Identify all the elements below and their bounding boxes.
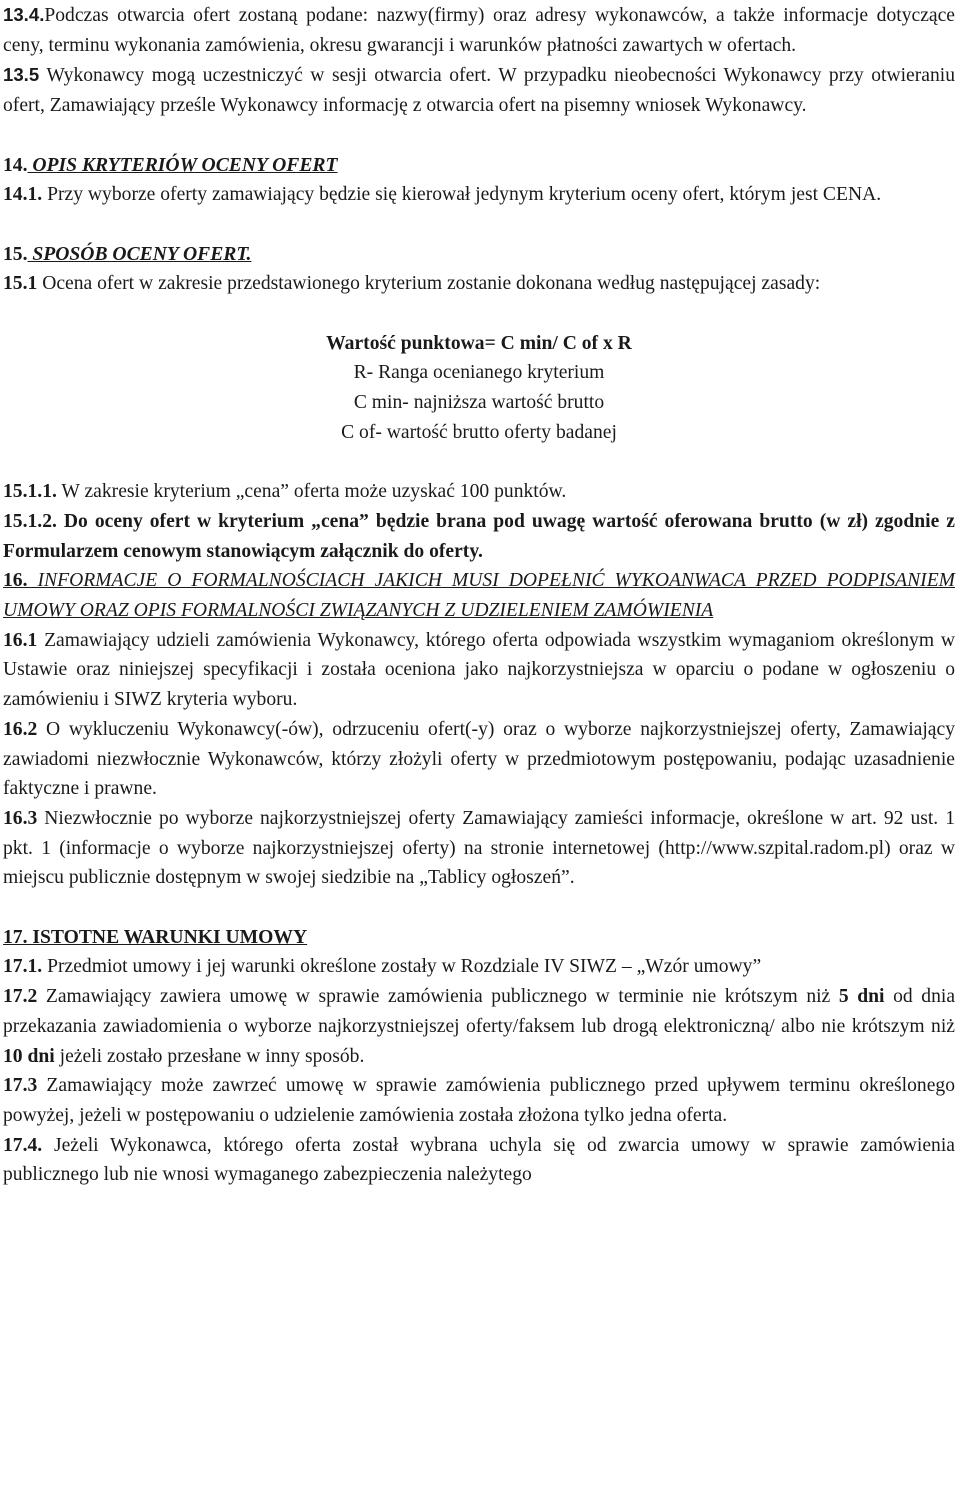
formula-line: C of- wartość brutto oferty badanej <box>341 421 617 443</box>
section-16-3 <box>3 804 955 893</box>
section-number: 15.1.2. <box>3 510 57 532</box>
heading-16 <box>3 566 955 625</box>
section-text: Niezwłocznie po wyborze najkorzystniejszej oferty Zamawiający zamieści informacje, określone w art. 92 ust. 1 pkt. 1 (informacje o wyborze najkorzystniejszej oferty) na stronie internetowej (http://www.szpital.radom.pl) oraz w miejscu publicznie dostępnym w swojej siedzibie na „Tablicy ogłoszeń”. <box>3 807 955 889</box>
spacer <box>3 210 955 240</box>
deadline-days: 5 dni <box>838 986 885 1008</box>
heading-number: 16. <box>3 570 28 592</box>
deadline-days: 10 dni <box>3 1045 55 1067</box>
heading-14 <box>3 151 955 181</box>
section-number: 16.3 <box>3 807 38 829</box>
section-number: 17.2 <box>3 986 38 1008</box>
heading-number: 14. <box>3 154 28 176</box>
section-text: od dnia przekazania zawiadomienia o wyborze najkorzystniejszej oferty/faksem lub drogą elektroniczną/ albo nie krótszym niż <box>3 986 956 1037</box>
heading-number: 15. <box>3 243 28 265</box>
formula-main: Wartość punktowa= C min/ C of x R <box>326 332 632 354</box>
section-15-1-1 <box>3 477 955 507</box>
heading-title: SPOSÓB OCENY OFERT. <box>27 243 252 265</box>
heading-15 <box>3 240 955 270</box>
section-number: 16.1 <box>3 629 38 651</box>
spacer <box>3 121 955 151</box>
spacer <box>3 893 955 923</box>
section-number: 15.1.1. <box>3 481 57 503</box>
section-15-1 <box>3 269 955 299</box>
section-16-1 <box>3 626 955 715</box>
formula-line: C min- najniższa wartość brutto <box>353 392 605 414</box>
heading-title: OPIS KRYTERIÓW OCENY OFERT <box>27 154 338 176</box>
section-number: 14.1. <box>3 184 43 206</box>
section-text: Przedmiot umowy i jej warunki określone zostały w Rozdziale IV SIWZ – „Wzór umowy” <box>42 956 762 978</box>
section-text: Do oceny ofert w kryterium „cena” będzie brana pod uwagę wartość oferowana brutto (w zł) zgodnie z Formularzem cenowym stanowiącym załącznik do oferty. <box>3 510 955 562</box>
section-number: 13.5 <box>3 64 40 86</box>
formula-block <box>3 329 955 448</box>
section-17-2 <box>3 982 955 1071</box>
heading-title: INFORMACJE O FORMALNOŚCIACH JAKICH MUSI DOPEŁNIĆ WYKOANWACA PRZED PODPISANIEM UMOWY ORAZ OPIS FORMALNOŚCI ZWIĄZANYCH Z UDZIELENIEM ZAMÓWIENIA <box>3 570 955 621</box>
section-number: 17.1. <box>3 956 43 978</box>
heading-17: 17. ISTOTNE WARUNKI UMOWY <box>3 926 308 948</box>
section-15-1-2 <box>3 507 955 566</box>
section-16-2 <box>3 715 955 804</box>
section-text: W zakresie kryterium „cena” oferta może uzyskać 100 punktów. <box>56 481 567 503</box>
section-13-4 <box>3 0 955 60</box>
section-text: jeżeli zostało przesłane w inny sposób. <box>54 1045 365 1067</box>
section-text: Ocena ofert w zakresie przedstawionego kryterium zostanie dokonana według następującej zasady: <box>37 273 821 295</box>
section-number: 16.2 <box>3 718 38 740</box>
section-text: Zamawiający zawiera umowę w sprawie zamówienia publicznego w terminie nie krótszym niż <box>37 986 839 1008</box>
section-text: Przy wyborze oferty zamawiający będzie się kierował jedynym kryterium oceny ofert, którym jest CENA. <box>42 184 882 206</box>
section-number: 17.3 <box>3 1075 38 1097</box>
section-text: Podczas otwarcia ofert zostaną podane: nazwy(firmy) oraz adresy wykonawców, a także informacje dotyczące ceny, terminu wykonania zamówienia, okresu gwarancji i warunków płatności zawartych w ofertach. <box>3 5 955 56</box>
section-text: Zamawiający udzieli zamówienia Wykonawcy, którego oferta odpowiada wszystkim wymaganiom określonym w Ustawie oraz niniejszej specyfikacji i została oceniona jako najkorzystniejsza w oparciu o podane w ogłoszeniu o zamówieniu i SIWZ kryteria wyboru. <box>3 629 955 711</box>
section-17-1 <box>3 952 955 982</box>
section-number: 15.1 <box>3 273 38 295</box>
section-number: 13.4. <box>3 4 45 25</box>
section-17-3 <box>3 1071 955 1130</box>
section-text: Jeżeli Wykonawca, którego oferta został wybrana uchyla się od zwarcia umowy w sprawie zamówienia publicznego lub nie wnosi wymaganego zabezpieczenia należytego <box>3 1134 955 1186</box>
section-text: Wykonawcy mogą uczestniczyć w sesji otwarcia ofert. W przypadku nieobecności Wykonawcy przy otwieraniu ofert, Zamawiający prześle Wykonawcy informację z otwarcia ofert na pisemny wniosek Wykonawcy. <box>3 65 955 117</box>
section-14-1 <box>3 180 955 210</box>
section-text: O wykluczeniu Wykonawcy(-ów), odrzuceniu ofert(-y) oraz o wyborze najkorzystniejszej oferty, Zamawiający zawiadomi niezwłocznie Wykonawców, którzy złożyli oferty w przedmiotowym postępowaniu, podając uzasadnienie faktyczne i prawne. <box>3 718 955 800</box>
section-text: Zamawiający może zawrzeć umowę w sprawie zamówienia publicznego przed upływem terminu określonego powyżej, jeżeli w postępowaniu o udzielenie zamówienia została złożona tylko jedna oferta. <box>3 1075 955 1126</box>
document-page <box>3 0 955 1190</box>
section-13-5 <box>3 60 955 120</box>
formula-line: R- Ranga ocenianego kryterium <box>353 362 605 384</box>
section-17-4 <box>3 1131 955 1190</box>
section-number: 17.4. <box>3 1134 43 1156</box>
